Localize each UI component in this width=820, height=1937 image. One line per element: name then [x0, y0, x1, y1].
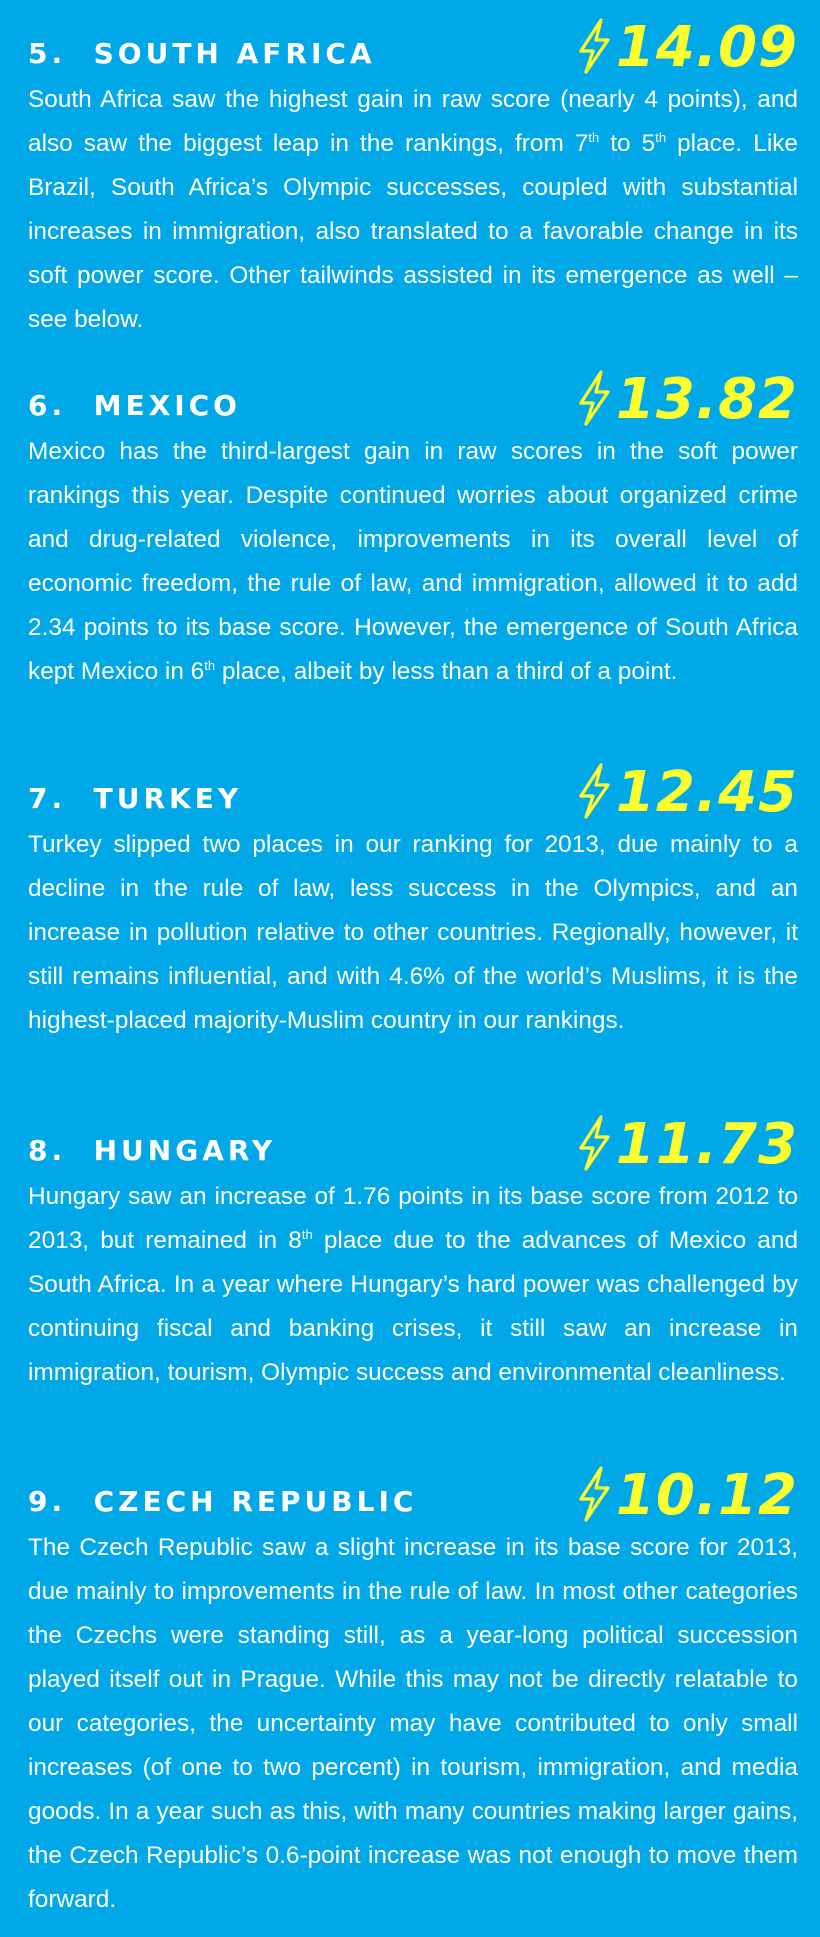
country-name: CZECH REPUBLIC [93, 1485, 418, 1518]
score-value: 14.09 [615, 15, 798, 80]
superscript: th [204, 658, 216, 673]
country-name: SOUTH AFRICA [93, 37, 376, 70]
score-badge [574, 1112, 798, 1177]
section-header [28, 1097, 798, 1175]
score-value: 10.12 [615, 1463, 798, 1528]
lightning-bolt-icon [574, 1115, 614, 1171]
score-value: 12.45 [615, 760, 798, 825]
score-value: 13.82 [615, 367, 798, 432]
section-body: Mexico has the third-largest gain in raw scores in the soft power rankings this year. Despite continued worries about organized crime and drug-related violence, improvements in its overall level of economic freedom, the rule of law, and immigration, allowed it to add 2.34 points to its base score. However, the emergence of South Africa kept Mexico in 6th place, albeit by less than a third of a point. [28, 438, 798, 685]
country-name: TURKEY [93, 782, 243, 815]
score-badge [574, 1463, 798, 1528]
rank-number: 5. [28, 37, 67, 70]
section-czech-republic [28, 1448, 798, 1922]
superscript: th [655, 130, 667, 145]
rank-number: 6. [28, 389, 67, 422]
section-south-africa [28, 0, 798, 342]
country-name: HUNGARY [93, 1134, 277, 1167]
section-body: South Africa saw the highest gain in raw score (nearly 4 points), and also saw the biggest leap in the rankings, from 7th to 5th place. Like Brazil, South Africa’s Olympic successes, coupled with substantial increases in immigration, also translated to a favorable change in its soft power score. Other tailwinds assisted in its emergence as well – see below. [28, 86, 798, 333]
section-header [28, 745, 798, 823]
section-title [28, 389, 241, 422]
section-title [28, 782, 242, 815]
score-badge [574, 760, 798, 825]
score-badge [574, 367, 798, 432]
section-mexico [28, 352, 798, 694]
lightning-bolt-icon [574, 763, 614, 819]
section-title [28, 1134, 276, 1167]
section-title [28, 37, 376, 70]
section-header [28, 1448, 798, 1526]
superscript: th [588, 130, 600, 145]
score-badge [574, 15, 798, 80]
section-title [28, 1485, 417, 1518]
section-turkey [28, 745, 798, 1043]
section-hungary [28, 1097, 798, 1395]
lightning-bolt-icon [574, 18, 614, 74]
section-header [28, 0, 798, 78]
section-body: Turkey slipped two places in our ranking for 2013, due mainly to a decline in the rule of law, less success in the Olympics, and an increase in pollution relative to other countries. Regionally, however, it still remains influential, and with 4.6% of the world’s Muslims, it is the highest-placed majority-Muslim country in our rankings. [28, 831, 798, 1034]
score-value: 11.73 [615, 1112, 798, 1177]
rank-number: 9. [28, 1485, 67, 1518]
country-name: MEXICO [93, 389, 241, 422]
section-body: Hungary saw an increase of 1.76 points in its base score from 2012 to 2013, but remained in 8th place due to the advances of Mexico and South Africa. In a year where Hungary’s hard power was challenged by continuing fiscal and banking crises, it still saw an increase in immigration, tourism, Olympic success and environmental cleanliness. [28, 1183, 799, 1386]
superscript: th [301, 1227, 313, 1242]
section-header [28, 352, 798, 430]
lightning-bolt-icon [574, 1466, 614, 1522]
section-body: The Czech Republic saw a slight increase in its base score for 2013, due mainly to improvements in the rule of law. In most other categories the Czechs were standing still, as a year-long political succession played itself out in Prague. While this may not be directly relatable to our categories, the uncertainty may have contributed to only small increases (of one to two percent) in tourism, immigration, and media goods. In a year such as this, with many countries making larger gains, the Czech Republic’s 0.6-point increase was not enough to move them forward. [28, 1534, 798, 1913]
lightning-bolt-icon [574, 370, 614, 426]
rank-number: 7. [28, 782, 67, 815]
rank-number: 8. [28, 1134, 67, 1167]
